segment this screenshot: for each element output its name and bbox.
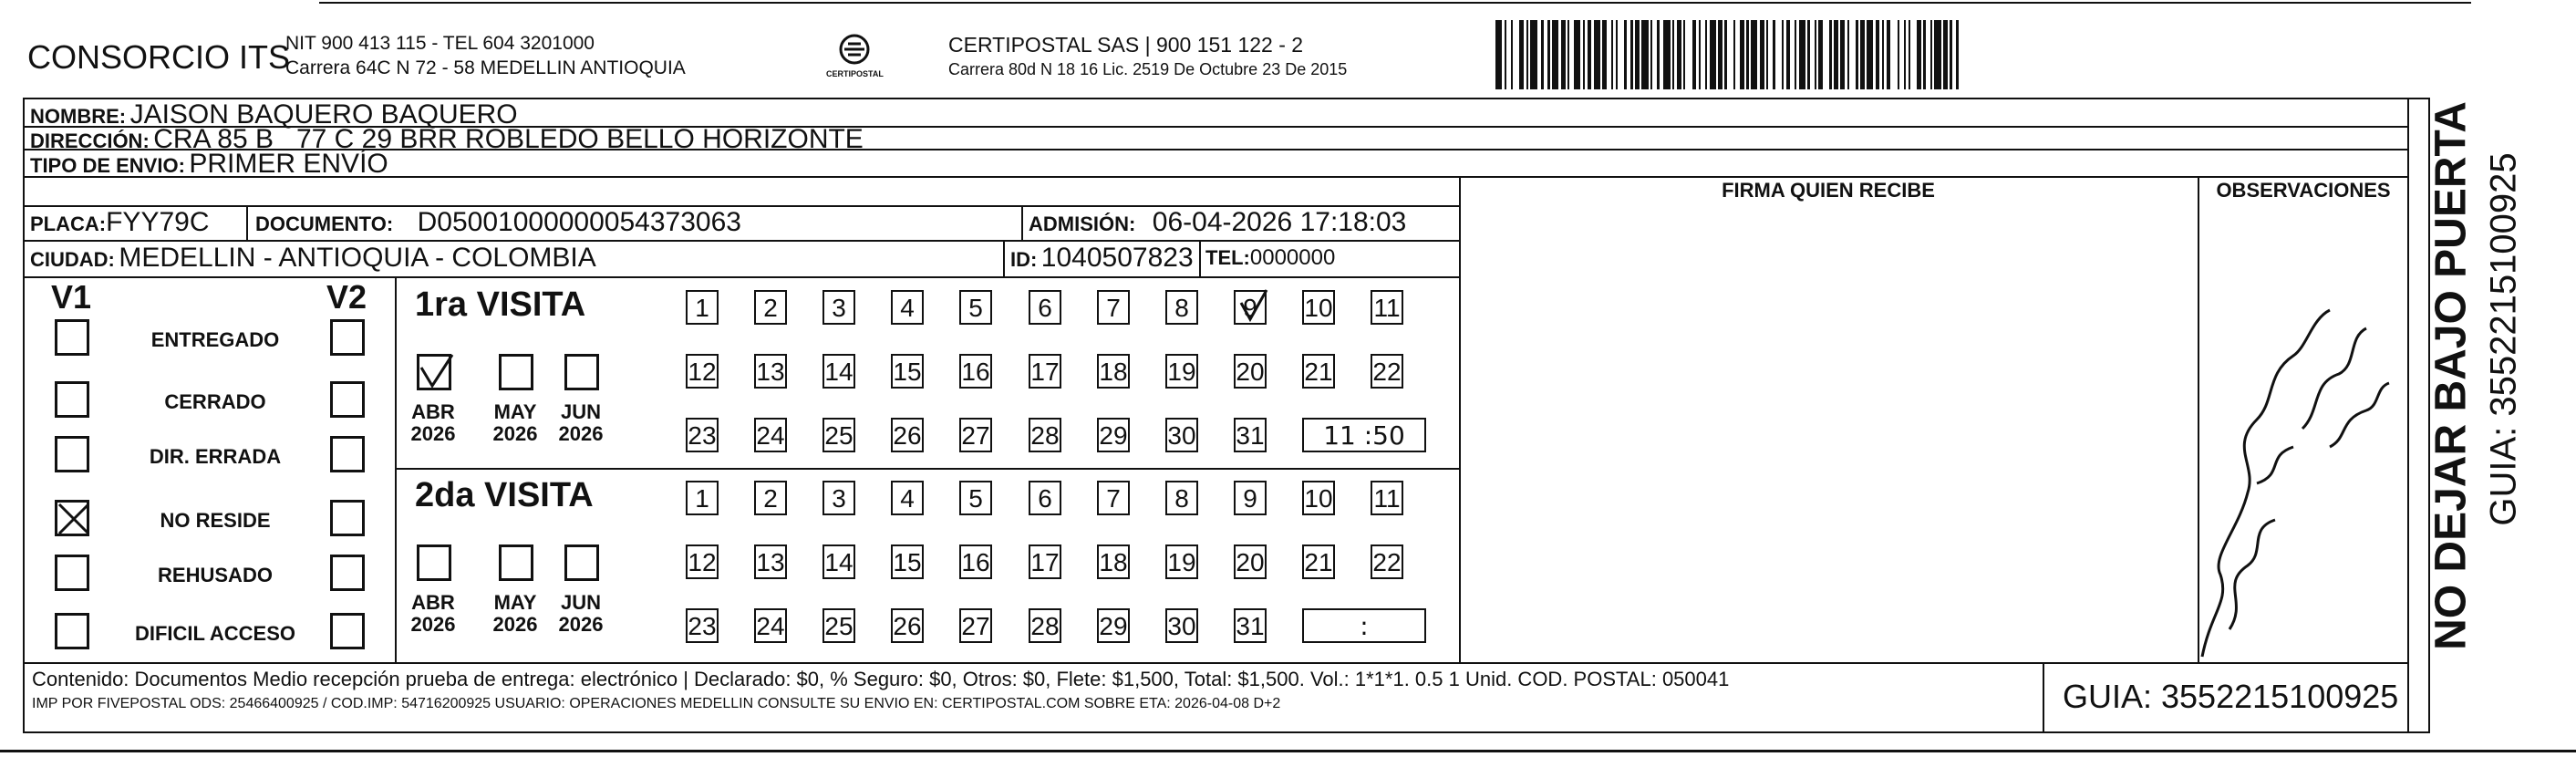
- visit1-day-7[interactable]: 7: [1097, 290, 1130, 325]
- cell-divider: [1021, 205, 1023, 240]
- visit1-day-23[interactable]: 23: [686, 418, 719, 452]
- nombre-value: JAISON BAQUERO BAQUERO: [129, 99, 518, 130]
- visit1-day-4[interactable]: 4: [891, 290, 924, 325]
- visit2-month-checkbox-abr[interactable]: [417, 544, 451, 581]
- status-label-no-reside: NO RESIDE: [160, 509, 271, 532]
- visit1-day-30[interactable]: 30: [1165, 418, 1198, 452]
- documento-label: DOCUMENTO:: [255, 213, 394, 235]
- visit2-day-25[interactable]: 25: [822, 608, 855, 643]
- admision-value: 06-04-2026 17:18:03: [1152, 207, 1407, 237]
- visit1-day-14[interactable]: 14: [822, 354, 855, 389]
- id-label: ID:: [1010, 248, 1038, 271]
- visit1-day-15[interactable]: 15: [891, 354, 924, 389]
- visit2-title: 2da VISITA: [415, 476, 594, 514]
- v1-checkbox-cerrado[interactable]: [55, 381, 89, 418]
- cell-divider: [246, 205, 248, 240]
- visit1-day-17[interactable]: 17: [1029, 354, 1061, 389]
- visit2-day-14[interactable]: 14: [822, 544, 855, 579]
- visit1-month-checkbox-may[interactable]: [499, 354, 533, 390]
- cell-divider: [1003, 240, 1005, 276]
- documento-value: D05001000000054373063: [417, 207, 741, 237]
- firma-label: FIRMA QUIEN RECIBE: [1722, 179, 1935, 202]
- visit2-month-label: [406, 592, 460, 636]
- visit1-day-11[interactable]: 11: [1371, 290, 1403, 325]
- top-edge: [319, 2, 2471, 4]
- logo-text: CERTIPOSTAL: [826, 69, 884, 78]
- visit2-time-field[interactable]: :: [1302, 608, 1426, 643]
- visit2-day-19[interactable]: 19: [1165, 544, 1198, 579]
- ciudad-cell: [30, 242, 596, 279]
- status-label-rehusado: REHUSADO: [158, 564, 273, 586]
- visit1-day-28[interactable]: 28: [1029, 418, 1061, 452]
- company-name: CONSORCIO ITS: [27, 38, 291, 76]
- visit-divider: [395, 468, 1459, 470]
- v2-checkbox-rehusado[interactable]: [330, 555, 365, 591]
- ciudad-label: CIUDAD:: [30, 248, 115, 271]
- visit1-day-13[interactable]: 13: [754, 354, 787, 389]
- v1-checkbox-dificil-acceso[interactable]: [55, 613, 89, 649]
- tipo-envio-row: [30, 150, 388, 182]
- visit2-day-31[interactable]: 31: [1234, 608, 1267, 643]
- placa-label: PLACA:: [30, 213, 107, 235]
- visit2-day-13[interactable]: 13: [754, 544, 787, 579]
- direccion-value: CRA 85 B 77 C 29 BRR ROBLEDO BELLO HORIZONTE: [153, 124, 864, 154]
- month-name: MAY: [493, 591, 537, 614]
- visit1-month-checkbox-jun[interactable]: [564, 354, 599, 390]
- footer-line2: IMP POR FIVEPOSTAL ODS: 25466400925 / COD.IMP: 54716200925 USUARIO: OPERACIONES MEDELLIN CONSULTE SU ENVIO EN: CERTIPOSTAL.COM SOBRE ETA: 2026-04-08 D+2: [32, 696, 1281, 711]
- v2-checkbox-cerrado[interactable]: [330, 381, 365, 418]
- v2-label: V2: [326, 278, 367, 316]
- visit2-day-9[interactable]: 9: [1234, 481, 1267, 515]
- placa-cell: [30, 206, 210, 244]
- visit1-day-2[interactable]: 2: [754, 290, 787, 325]
- carrier-line1: CERTIPOSTAL SAS | 900 151 122 - 2: [948, 33, 1304, 57]
- status-label-dir-errada: DIR. ERRADA: [149, 445, 282, 468]
- id-cell: [1010, 242, 1194, 279]
- v2-checkbox-dir-errada[interactable]: [330, 436, 365, 472]
- visit1-day-1[interactable]: 1: [686, 290, 719, 325]
- visit2-day-30[interactable]: 30: [1165, 608, 1198, 643]
- company-info-line2: Carrera 64C N 72 - 58 MEDELLIN ANTIOQUIA: [285, 57, 686, 78]
- visit1-day-12[interactable]: 12: [686, 354, 719, 389]
- visit1-day-10[interactable]: 10: [1302, 290, 1335, 325]
- visit2-month-label: [488, 592, 543, 636]
- visit2-day-10[interactable]: 10: [1302, 481, 1335, 515]
- observaciones-label: OBSERVACIONES: [2216, 179, 2391, 202]
- month-name: JUN: [560, 591, 601, 614]
- visit2-day-7[interactable]: 7: [1097, 481, 1130, 515]
- tel-label: TEL:: [1205, 246, 1250, 269]
- company-info-line1: NIT 900 413 115 - TEL 604 3201000: [285, 33, 595, 54]
- visit2-day-28[interactable]: 28: [1029, 608, 1061, 643]
- visit2-day-16[interactable]: 16: [959, 544, 992, 579]
- footer-divider: [23, 662, 2407, 664]
- certipostal-logo: [826, 29, 884, 84]
- tel-value: 0000000: [1249, 245, 1336, 270]
- visit2-day-6[interactable]: 6: [1029, 481, 1061, 515]
- visit2-day-3[interactable]: 3: [822, 481, 855, 515]
- visit1-day-9[interactable]: 9: [1234, 290, 1267, 325]
- visit2-month-label: [553, 592, 608, 636]
- v1-checkbox-entregado[interactable]: [55, 319, 89, 356]
- visit2-day-8[interactable]: 8: [1165, 481, 1198, 515]
- visit1-day-24[interactable]: 24: [754, 418, 787, 452]
- no-dejar-bajo-puerta: NO DEJAR BAJO PUERTA: [2426, 101, 2476, 650]
- visit1-day-3[interactable]: 3: [822, 290, 855, 325]
- visit2-day-18[interactable]: 18: [1097, 544, 1130, 579]
- visit1-time-field[interactable]: 11 :50: [1302, 418, 1426, 452]
- month-year: 2026: [410, 422, 456, 445]
- footer-line1: Contenido: Documentos Medio recepción prueba de entrega: electrónico | Declarado: $0, % Seguro: $0, Otros: $0, Flete: $1,500, Total: $1,500. Vol.: 1*1*1. 0.5 1 Unid. COD. POSTAL: 050041: [32, 668, 1730, 690]
- footer-guia: GUIA: 3552215100925: [2063, 678, 2399, 715]
- visit2-day-15[interactable]: 15: [891, 544, 924, 579]
- visit2-day-29[interactable]: 29: [1097, 608, 1130, 643]
- visit1-month-label: [553, 401, 608, 445]
- visit1-month-label: [406, 401, 460, 445]
- visit2-day-12[interactable]: 12: [686, 544, 719, 579]
- month-year: 2026: [492, 422, 538, 445]
- visit1-title: 1ra VISITA: [415, 285, 586, 324]
- visit2-day-1[interactable]: 1: [686, 481, 719, 515]
- cell-divider: [1199, 240, 1201, 276]
- visit1-day-16[interactable]: 16: [959, 354, 992, 389]
- bottom-edge: [0, 750, 2576, 752]
- visit1-day-20[interactable]: 20: [1234, 354, 1267, 389]
- col-divider: [2043, 662, 2044, 733]
- documento-cell: [255, 206, 741, 244]
- status-label-entregado: ENTREGADO: [150, 328, 280, 351]
- visit2-month-checkbox-jun[interactable]: [564, 544, 599, 581]
- barcode: [1495, 20, 1965, 89]
- visit1-day-31[interactable]: 31: [1234, 418, 1267, 452]
- v1-checkbox-rehusado[interactable]: [55, 555, 89, 591]
- v1-label: V1: [51, 278, 92, 316]
- v1-checkbox-no-reside[interactable]: [55, 500, 89, 536]
- month-name: ABR: [411, 591, 455, 614]
- v1-checkbox-dir-errada[interactable]: [55, 436, 89, 472]
- status-label-cerrado: CERRADO: [164, 390, 266, 413]
- nombre-label: NOMBRE:: [30, 105, 127, 128]
- visit1-month-label: [488, 401, 543, 445]
- tipo-envio-label: TIPO DE ENVIO:: [30, 154, 185, 177]
- visit1-day-5[interactable]: 5: [959, 290, 992, 325]
- visit2-day-17[interactable]: 17: [1029, 544, 1061, 579]
- tipo-envio-value: PRIMER ENVÍO: [189, 149, 388, 179]
- visit1-day-8[interactable]: 8: [1165, 290, 1198, 325]
- visit2-day-5[interactable]: 5: [959, 481, 992, 515]
- visit1-day-19[interactable]: 19: [1165, 354, 1198, 389]
- col-divider: [1459, 176, 1461, 662]
- visit2-day-11[interactable]: 11: [1371, 481, 1403, 515]
- visit1-day-21[interactable]: 21: [1302, 354, 1335, 389]
- visit2-day-22[interactable]: 22: [1371, 544, 1403, 579]
- v2-checkbox-no-reside[interactable]: [330, 500, 365, 536]
- tel-cell: [1205, 242, 1335, 277]
- visit2-day-20[interactable]: 20: [1234, 544, 1267, 579]
- visit2-day-2[interactable]: 2: [754, 481, 787, 515]
- admision-cell: [1029, 206, 1406, 244]
- month-name: MAY: [493, 400, 537, 423]
- visit1-day-29[interactable]: 29: [1097, 418, 1130, 452]
- handwritten-signature: [2193, 301, 2412, 666]
- month-name: JUN: [560, 400, 601, 423]
- month-year: 2026: [558, 613, 604, 636]
- visit2-day-24[interactable]: 24: [754, 608, 787, 643]
- visit2-day-21[interactable]: 21: [1302, 544, 1335, 579]
- visit1-day-18[interactable]: 18: [1097, 354, 1130, 389]
- admision-label: ADMISIÓN:: [1029, 213, 1136, 235]
- visit1-day-25[interactable]: 25: [822, 418, 855, 452]
- visit1-day-27[interactable]: 27: [959, 418, 992, 452]
- month-name: ABR: [411, 400, 455, 423]
- visit2-day-23[interactable]: 23: [686, 608, 719, 643]
- visit1-day-22[interactable]: 22: [1371, 354, 1403, 389]
- visit2-day-4[interactable]: 4: [891, 481, 924, 515]
- visit1-day-26[interactable]: 26: [891, 418, 924, 452]
- status-label-dificil-acceso: DIFICIL ACCESO: [134, 622, 295, 645]
- v2-checkbox-entregado[interactable]: [330, 319, 365, 356]
- side-guia: GUIA: 3552215100925: [2483, 152, 2524, 526]
- placa-value: FYY79C: [106, 207, 210, 237]
- visit2-month-checkbox-may[interactable]: [499, 544, 533, 581]
- visit2-day-26[interactable]: 26: [891, 608, 924, 643]
- visit1-day-6[interactable]: 6: [1029, 290, 1061, 325]
- v2-checkbox-dificil-acceso[interactable]: [330, 613, 365, 649]
- direccion-label: DIRECCIÓN:: [30, 130, 150, 152]
- month-year: 2026: [410, 613, 456, 636]
- visit1-month-checkbox-abr[interactable]: [417, 354, 451, 390]
- visit2-day-27[interactable]: 27: [959, 608, 992, 643]
- month-year: 2026: [558, 422, 604, 445]
- ciudad-value: MEDELLIN - ANTIOQUIA - COLOMBIA: [119, 243, 596, 273]
- id-value: 1040507823: [1040, 243, 1194, 273]
- month-year: 2026: [492, 613, 538, 636]
- carrier-line2: Carrera 80d N 18 16 Lic. 2519 De Octubre 23 De 2015: [948, 60, 1348, 78]
